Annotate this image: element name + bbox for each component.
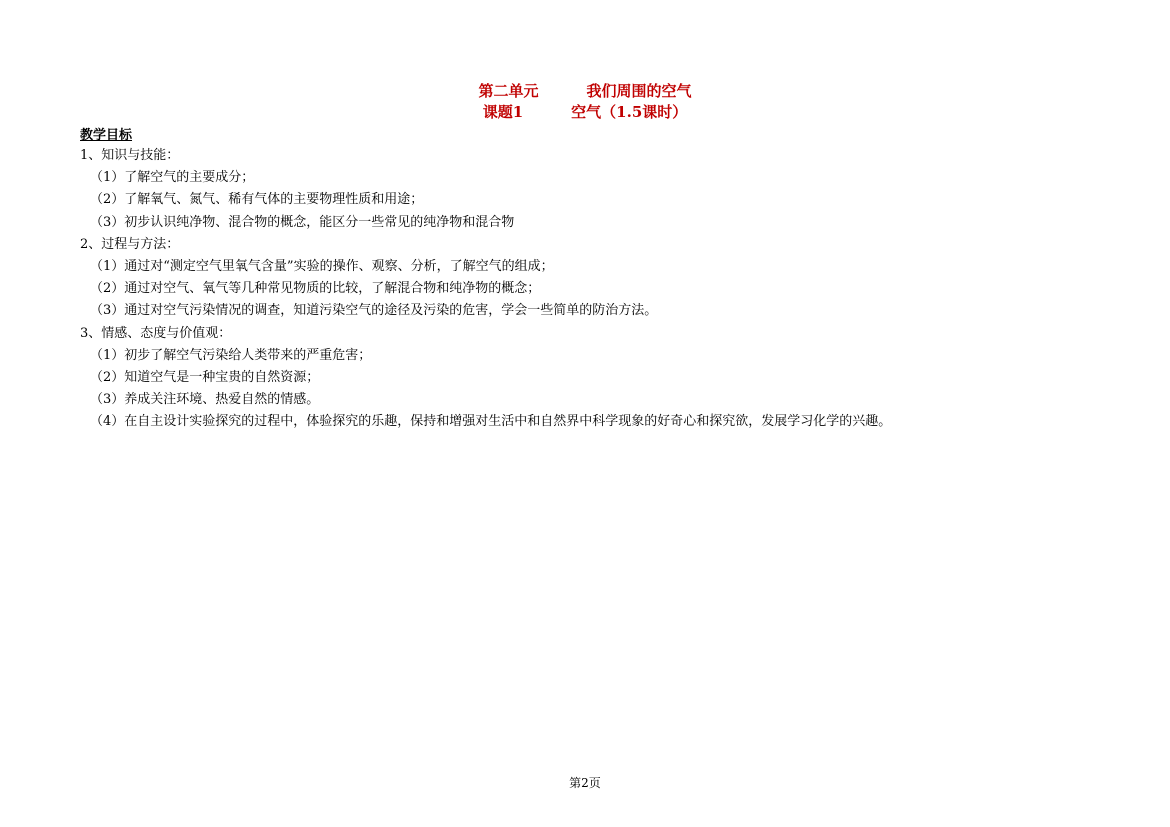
unit-name: 我们周围的空气 [586,82,692,100]
objective-line: 2、过程与方法： [80,236,180,252]
section-heading: 教学目标 [80,128,133,143]
objective-line: （2）了解氧气、氮气、稀有气体的主要物理性质和用途； [90,192,424,208]
objective-line: 1、知识与技能： [80,148,180,163]
objective-line: 3、情感、态度与价值观： [80,325,232,341]
unit-title [0,80,1170,101]
objective-line: （3）初步认识纯净物、混合物的概念，能区分一些常见的纯净物和混合物 [90,214,515,230]
objective-line: （1）通过对“测定空气里氧气含量”实验的操作、观察、分析，了解空气的组成； [90,258,554,274]
objective-line: （4）在自主设计实验探究的过程中，体验探究的乐趣，保持和增强对生活中和自然界中科学现象的好奇心和探究欲，发展学习化学的兴趣。 [90,414,892,430]
objective-line: （2）通过对空气、氧气等几种常见物质的比较，了解混合物和纯净物的概念； [90,281,541,297]
objective-line: （3）养成关注环境、热爱自然的情感。 [90,392,320,408]
objective-line: （1）了解空气的主要成分； [90,170,255,186]
objective-line: （2）知道空气是一种宝贵的自然资源； [90,369,320,385]
lesson-name: 空气（1.5课时） [571,103,688,121]
objective-line: （3）通过对空气污染情况的调查，知道污染空气的途径及污染的危害，学会一些简单的防治方法。 [90,303,658,319]
objective-line: （1）初步了解空气污染给人类带来的严重危害； [90,347,372,363]
objectives-list [80,145,1120,433]
unit-number: 第二单元 [478,82,539,100]
lesson-title [0,101,1170,122]
page-number: 第2页 [569,776,601,790]
lesson-number: 课题1 [482,103,524,121]
